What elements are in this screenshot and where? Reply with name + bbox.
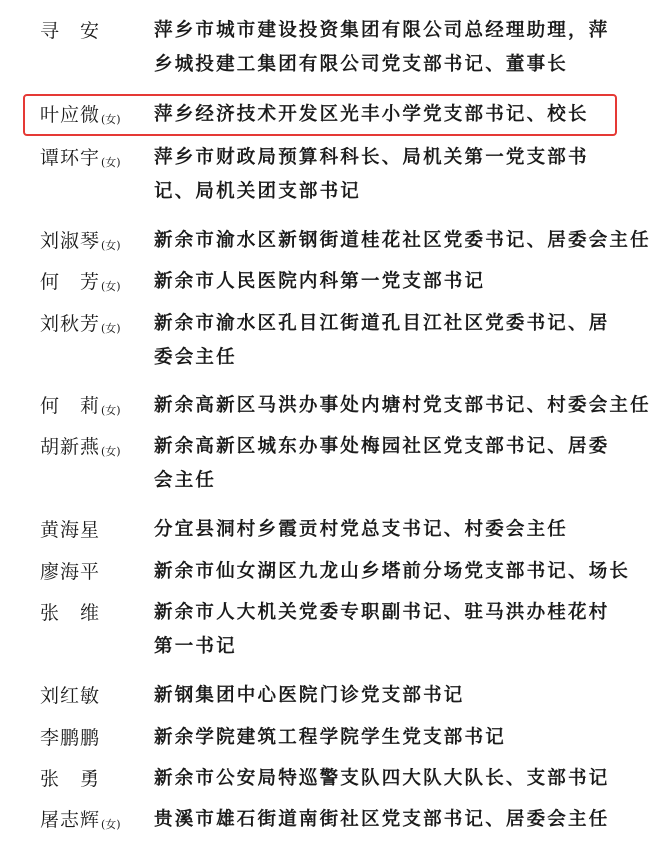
person-title bbox=[154, 389, 651, 423]
title-line: 新余市渝水区新钢街道桂花社区党委书记、居委会主任 bbox=[154, 230, 651, 251]
title-line: 新余市人大机关党委专职副书记、驻马洪办桂花村 bbox=[154, 602, 610, 623]
person-title bbox=[154, 307, 624, 375]
gender-mark: (女) bbox=[101, 404, 121, 417]
person-title bbox=[154, 430, 624, 498]
person-title bbox=[154, 141, 624, 209]
title-line: 萍乡经济技术开发区光丰小学党支部书记、校长 bbox=[154, 104, 589, 125]
person-title bbox=[154, 596, 624, 664]
title-line: 新余市仙女湖区九龙山乡塔前分场党支部书记、场长 bbox=[154, 561, 631, 582]
title-line: 新余高新区马洪办事处内塘村党支部书记、村委会主任 bbox=[154, 395, 651, 416]
title-line: 贵溪市雄石街道南街社区党支部书记、居委会主任 bbox=[154, 809, 610, 830]
person-name: 刘红敏 bbox=[40, 685, 101, 707]
title-line: 新余学院建筑工程学院学生党支部书记 bbox=[154, 727, 506, 748]
person-name: 何 芳(女) bbox=[40, 271, 121, 293]
person-title bbox=[154, 679, 624, 713]
person-title bbox=[154, 762, 624, 796]
person-name: 李鹏鹏 bbox=[40, 727, 101, 749]
title-line: 萍乡市财政局预算科科长、局机关第一党支部书 bbox=[154, 147, 589, 168]
gender-mark: (女) bbox=[101, 445, 121, 458]
gender-mark: (女) bbox=[101, 280, 121, 293]
gender-mark: (女) bbox=[101, 113, 121, 126]
person-title bbox=[154, 14, 624, 82]
gender-mark: (女) bbox=[101, 818, 121, 831]
title-line: 委会主任 bbox=[154, 347, 237, 368]
person-name: 叶应微(女) bbox=[40, 104, 121, 126]
person-title bbox=[154, 721, 624, 755]
title-line: 分宜县洞村乡霞贡村党总支书记、村委会主任 bbox=[154, 519, 569, 540]
gender-mark: (女) bbox=[101, 239, 121, 252]
title-line: 新钢集团中心医院门诊党支部书记 bbox=[154, 685, 465, 706]
person-name: 刘淑琴(女) bbox=[40, 230, 121, 252]
person-name: 寻 安 bbox=[40, 20, 101, 42]
person-name: 刘秋芳(女) bbox=[40, 313, 121, 335]
person-title bbox=[154, 224, 651, 258]
person-name: 谭环宇(女) bbox=[40, 147, 121, 169]
person-name: 廖海平 bbox=[40, 561, 101, 583]
person-name: 黄海星 bbox=[40, 519, 101, 541]
person-title bbox=[154, 265, 624, 299]
title-line: 新余市渝水区孔目江街道孔目江社区党委书记、居 bbox=[154, 313, 610, 334]
person-name: 张 维 bbox=[40, 602, 101, 624]
gender-mark: (女) bbox=[101, 156, 121, 169]
title-line: 乡城投建工集团有限公司党支部书记、董事长 bbox=[154, 54, 569, 75]
person-title bbox=[154, 555, 631, 589]
person-name: 胡新燕(女) bbox=[40, 436, 121, 458]
person-name: 何 莉(女) bbox=[40, 395, 121, 417]
highlight-box bbox=[23, 94, 617, 136]
person-title bbox=[154, 513, 624, 547]
title-line: 第一书记 bbox=[154, 636, 237, 657]
title-line: 新余市公安局特巡警支队四大队大队长、支部书记 bbox=[154, 768, 610, 789]
title-line: 会主任 bbox=[154, 470, 217, 491]
person-title bbox=[154, 803, 624, 837]
title-line: 新余高新区城东办事处梅园社区党支部书记、居委 bbox=[154, 436, 610, 457]
person-name: 屠志辉(女) bbox=[40, 809, 121, 831]
title-line: 新余市人民医院内科第一党支部书记 bbox=[154, 271, 486, 292]
gender-mark: (女) bbox=[101, 322, 121, 335]
title-line: 记、局机关团支部书记 bbox=[154, 181, 362, 202]
person-name: 张 勇 bbox=[40, 768, 101, 790]
title-line: 萍乡市城市建设投资集团有限公司总经理助理，萍 bbox=[154, 20, 610, 41]
